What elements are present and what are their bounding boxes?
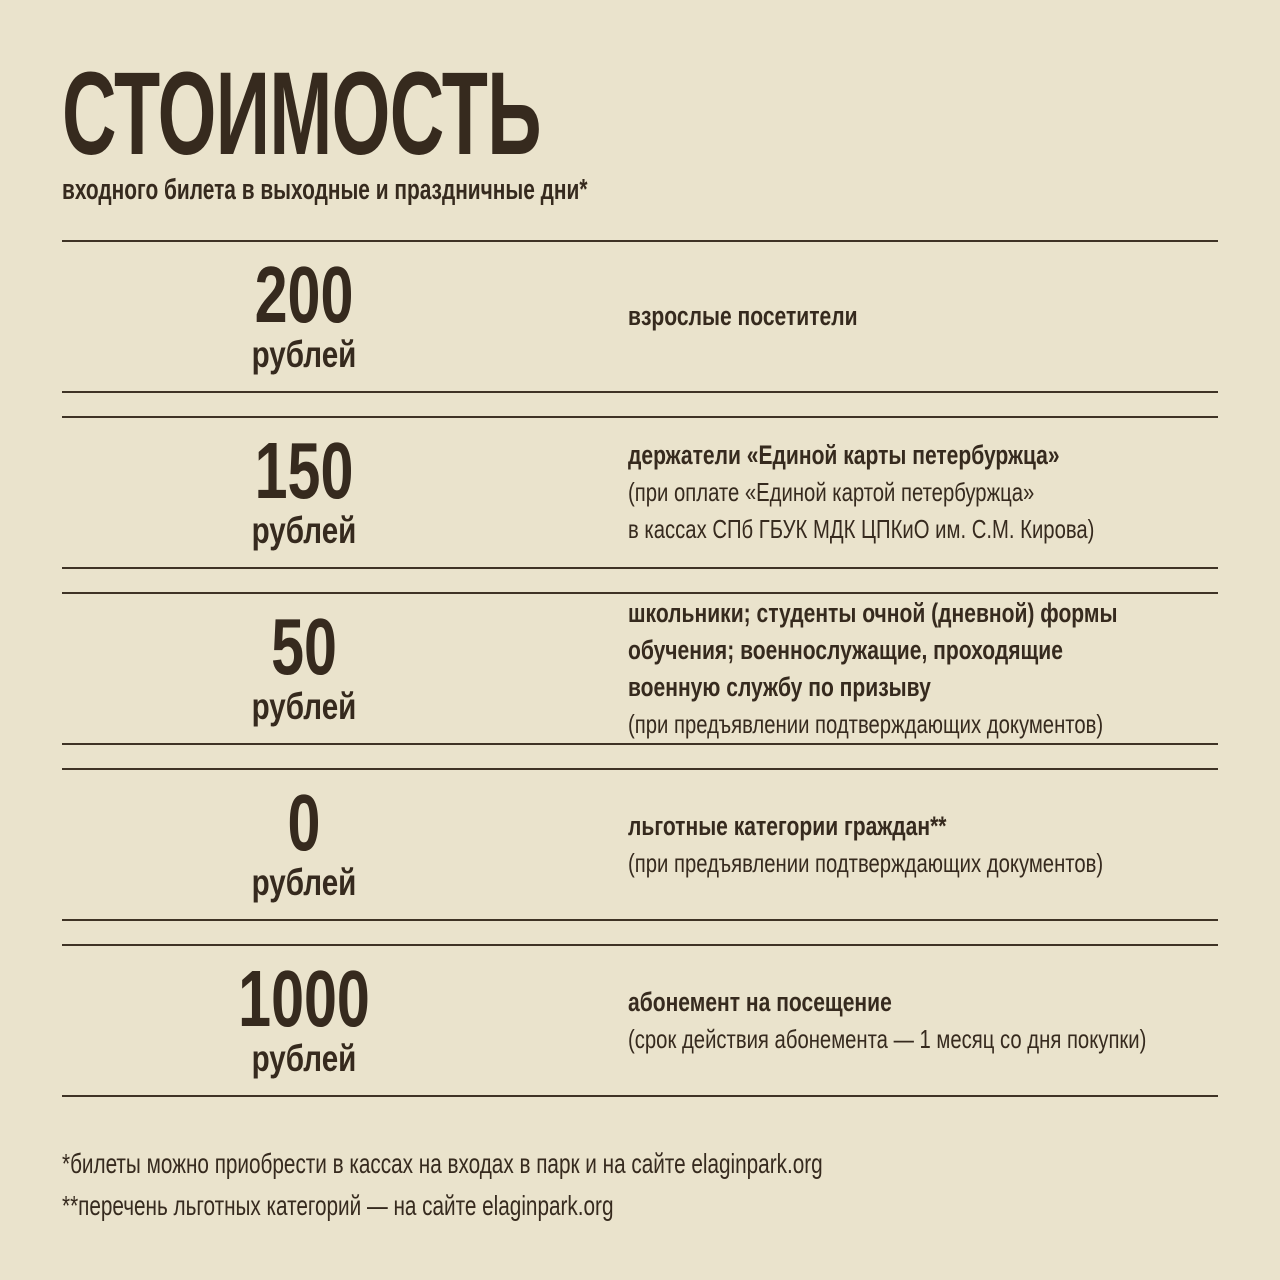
price-amount-block <box>62 777 546 903</box>
page-title: СТОИМОСТЬ <box>62 48 541 180</box>
description-line: держатели «Единой карты петербуржца» <box>628 440 1060 470</box>
price-amount-block <box>62 601 546 727</box>
description-line: льготные категории граждан** <box>628 810 947 841</box>
description-line: военную службу по призыву <box>628 671 931 702</box>
price-amount: 200 <box>254 249 354 339</box>
price-description <box>546 595 1256 743</box>
description-line: взрослые посетители <box>628 301 858 331</box>
price-currency: рублей <box>251 509 357 551</box>
price-description <box>546 808 1237 882</box>
description-note: (при предъявлении подтверждающих документов) <box>628 847 1104 878</box>
price-amount: 50 <box>271 601 337 691</box>
footnotes <box>62 1143 1218 1227</box>
price-amount-block <box>62 249 546 375</box>
price-row-students <box>62 592 1218 745</box>
description-note: (при предъявлении подтверждающих документов) <box>628 708 1104 739</box>
description-line: абонемент на посещение <box>628 986 892 1017</box>
footnote-tickets: *билеты можно приобрести в кассах на входах в парк и на сайте elaginpark.org <box>62 1148 823 1179</box>
page-subtitle: входного билета в выходные и праздничные дни* <box>62 174 588 206</box>
description-line: обучения; военнослужащие, проходящие <box>628 634 1063 665</box>
price-description <box>546 984 1280 1058</box>
price-currency: рублей <box>251 1037 357 1079</box>
description-note: в кассах СПб ГБУК МДК ЦПКиО им. С.М. Кирова) <box>628 514 1095 544</box>
price-amount-block <box>62 953 546 1079</box>
price-row-season-pass <box>62 944 1218 1097</box>
price-amount: 150 <box>254 425 354 515</box>
price-currency: рублей <box>251 333 357 375</box>
price-row-card-holders <box>62 416 1218 569</box>
footnote-categories: **перечень льготных категорий — на сайте elaginpark.org <box>62 1190 614 1221</box>
description-note: (срок действия абонемента — 1 месяц со дня покупки) <box>628 1023 1147 1054</box>
price-amount-block <box>62 425 546 551</box>
price-amount: 0 <box>287 777 321 867</box>
description-note: (при оплате «Единой картой петербуржца» <box>628 477 1035 507</box>
price-table <box>62 240 1218 1097</box>
price-description <box>546 437 1226 548</box>
price-row-adults <box>62 240 1218 393</box>
description-line: школьники; студенты очной (дневной) формы <box>628 597 1118 628</box>
header <box>62 48 1218 208</box>
price-description <box>546 298 1218 335</box>
price-currency: рублей <box>251 685 357 727</box>
price-currency: рублей <box>251 861 357 903</box>
price-row-privileged <box>62 768 1218 921</box>
price-amount: 1000 <box>238 953 370 1043</box>
